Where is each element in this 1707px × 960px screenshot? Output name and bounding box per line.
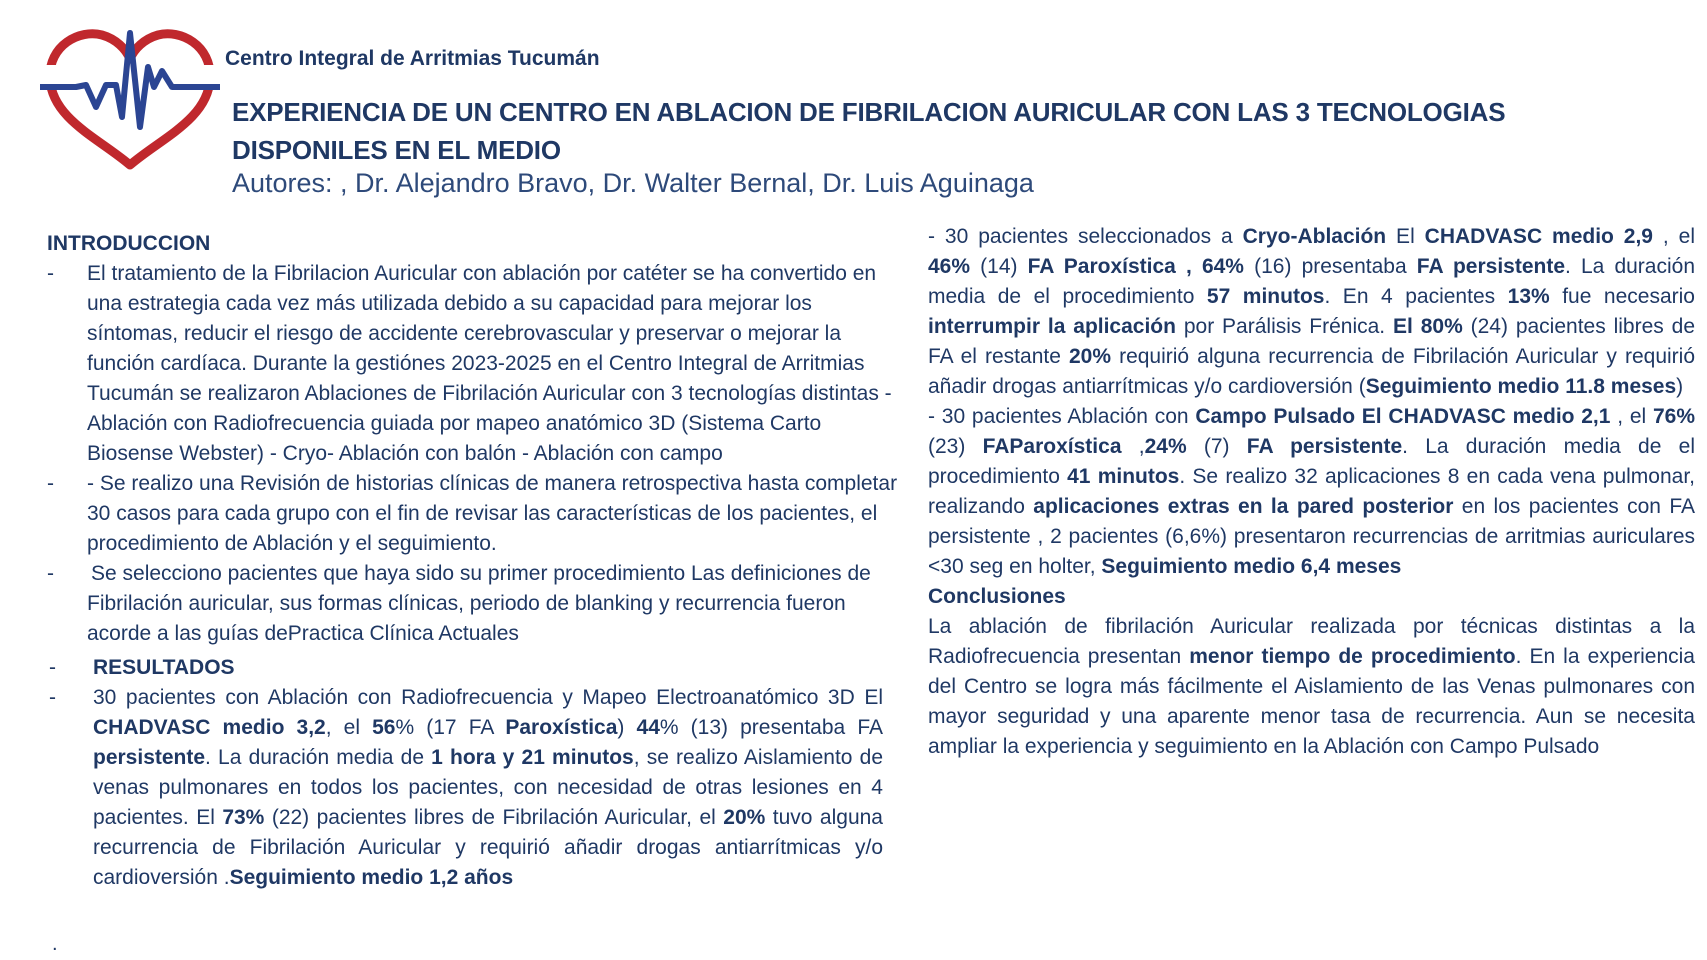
rf-text: % (17 FA (395, 716, 506, 739)
footer-dot: . (52, 933, 58, 955)
cryo-text: ) (1676, 375, 1684, 398)
pulsado-text: , (1121, 435, 1145, 458)
cryo-bold: FA Paroxística , 64% (1027, 255, 1244, 278)
pulsado-bold: FA persistente (1246, 435, 1403, 458)
pulsado-text: (7) (1186, 435, 1247, 458)
cryo-bold: 57 minutos (1206, 285, 1325, 308)
pulsado-bold: FAParoxística (982, 435, 1122, 458)
introduccion-heading: INTRODUCCION (47, 232, 211, 255)
cryo-text: El (1386, 225, 1425, 248)
pulsado-bold: 41 minutos (1067, 465, 1180, 488)
cryo-bold: interrumpir la aplicación (928, 315, 1176, 338)
cryo-bold: 20% (1068, 345, 1111, 368)
resultados-heading-row (47, 653, 907, 683)
left-column (47, 229, 907, 893)
pulsado-bold: Seguimiento medio 6,4 meses (1101, 555, 1402, 578)
rf-text: ) (617, 716, 637, 739)
intro-bullet-1-text: El tratamiento de la Fibrilacion Auricular con ablación por catéter se ha convertido en una estrategia cada vez más utilizada debido a su capacidad para mejorar los síntomas, reducir el riesgo de accidente cerebrovascular y preservar o mejorar la función cardíaca. Durante la gestiónes 2023-2025 en el Centro Integral de Arritmias Tucumán se realizaron Ablaciones de Fibrilación Auricular con 3 tecnologías distintas - Ablación con Radiofrecuencia guiada por mapeo anatómico 3D (Sistema Carto Biosense Webster) - Cryo- Ablación con balón - Ablación con campo (87, 262, 892, 465)
right-column (928, 222, 1695, 762)
intro-bullet-2-text: - Se realizo una Revisión de historias clínicas de manera retrospectiva hasta completar 30 casos para cada grupo con el fin de revisar las características de los pacientes, el procedimiento de Ablación y el seguimiento. (87, 472, 898, 555)
pulsado-bold: Campo Pulsado El CHADVASC medio 2,1 (1195, 405, 1611, 428)
bullet-dash: - (47, 262, 54, 285)
bullet-dash: - (49, 656, 56, 679)
cryo-bold: El 80% (1393, 315, 1463, 338)
intro-bullet-1 (47, 259, 907, 469)
cryo-bold: CHADVASC medio 2,9 (1424, 225, 1653, 248)
rf-bold: Seguimiento medio 1,2 años (229, 866, 514, 889)
rf-bold: 44 (636, 716, 660, 739)
cryo-text: . La duración media de el procedimiento (928, 255, 1696, 308)
cryo-text: (16) presentaba (1243, 255, 1417, 278)
bullet-dash: - (47, 562, 54, 585)
bullet-dash: - (49, 686, 56, 709)
cryo-text: (14) (970, 255, 1028, 278)
pulsado-text: en los pacientes con FA persistente , 2 pacientes (6,6%) presentaron recurrencias de arritmias auriculares <30 seg en holter, (928, 495, 1696, 578)
pulsado-bold: 24% (1144, 435, 1187, 458)
pulsado-text: - 30 pacientes Ablación con (928, 405, 1196, 428)
intro-bullet-2 (47, 469, 907, 559)
conclusiones-text (928, 612, 1695, 762)
center-name: Centro Integral de Arritmias Tucumán (225, 47, 600, 70)
pulsado-text: (23) (928, 435, 983, 458)
pulsado-text: . La duración media de el procedimiento (928, 435, 1695, 488)
conclusiones-heading: Conclusiones (928, 585, 1066, 608)
pulsado-results (928, 402, 1695, 582)
authors: Autores: , Dr. Alejandro Bravo, Dr. Walter Bernal, Dr. Luis Aguinaga (232, 168, 1034, 198)
rf-bold: Paroxística (505, 716, 618, 739)
rf-text: (22) pacientes libres de Fibrilación Auricular, el (264, 806, 724, 829)
conclusiones-bold: menor tiempo de procedimiento (1189, 645, 1516, 668)
rf-bold: CHADVASC medio 3,2 (93, 716, 326, 739)
cryo-bold: Seguimiento medio 11.8 meses (1365, 375, 1677, 398)
heart-pulse-logo (40, 27, 220, 173)
pulsado-bold: 76% (1652, 405, 1695, 428)
cryo-text: - 30 pacientes seleccionados a (928, 225, 1243, 248)
pulsado-text: , el (1610, 405, 1653, 428)
cryo-results (928, 222, 1695, 402)
cryo-text: por Parálisis Frénica. (1175, 315, 1393, 338)
conclusiones-span: La ablación de fibrilación Auricular realizada por técnicas distintas a la Radiofrecuencia presentan (928, 615, 1695, 668)
rf-bold: 56 (372, 716, 396, 739)
cryo-text: requirió alguna recurrencia de Fibrilación Auricular y requirió añadir drogas antiarrítmicas y/o cardioversión ( (928, 345, 1696, 398)
intro-bullet-3-text: Se selecciono pacientes que haya sido su primer procedimiento Las definiciones de Fibrilación auricular, sus formas clínicas, periodo de blanking y recurrencia fueron acorde a las guías dePractica Clínica Actuales (87, 562, 871, 645)
pulsado-text: . Se realizo 32 aplicaciones 8 en cada vena pulmonar, realizando (928, 465, 1695, 518)
cryo-text: fue necesario (1549, 285, 1695, 308)
resultados-heading: RESULTADOS (93, 656, 235, 679)
pulsado-bold: aplicaciones extras en la pared posterior (1033, 495, 1454, 518)
rf-bold: persistente (93, 746, 206, 769)
cryo-text: . En 4 pacientes (1324, 285, 1508, 308)
rf-text: , se realizo Aislamiento de venas pulmonares en todos los pacientes, con necesidad de otras lesiones en 4 pacientes. El (93, 746, 883, 829)
rf-text: % (13) presentaba FA (659, 716, 883, 739)
cryo-text: , el (1652, 225, 1696, 248)
rf-bold: 73% (222, 806, 265, 829)
conclusiones-span: . En la experiencia del Centro se logra más fácilmente el Aislamiento de las Venas pulmonares con mayor seguridad y una aparente menor tasa de recurrencia. Aun se necesita ampliar la experiencia y seguimiento en la Ablación con Campo Pulsado (928, 645, 1695, 758)
rf-text: tuvo alguna recurrencia de Fibrilación Auricular y requirió añadir drogas antiarrítmicas y/o cardioversión . (93, 806, 883, 889)
bullet-dash: - (47, 472, 54, 495)
rf-text: . La duración media de (205, 746, 432, 769)
cryo-bold: 13% (1507, 285, 1550, 308)
rf-bold: 20% (723, 806, 766, 829)
cryo-bold: 46% (928, 255, 971, 278)
rf-bold: 1 hora y 21 minutos (431, 746, 634, 769)
rf-text: 30 pacientes con Ablación con Radiofrecuencia y Mapeo Electroanatómico 3D El (93, 686, 883, 709)
cryo-text: (24) pacientes libres de FA el restante (928, 315, 1695, 368)
intro-bullet-3 (47, 559, 907, 649)
page-title: EXPERIENCIA DE UN CENTRO EN ABLACION DE FIBRILACION AURICULAR CON LAS 3 TECNOLOGIAS DISPONILES EN EL MEDIO (232, 97, 1506, 165)
rf-results (47, 683, 883, 893)
cryo-bold: FA persistente (1416, 255, 1566, 278)
cryo-bold: Cryo-Ablación (1242, 225, 1387, 248)
rf-text: , el (325, 716, 373, 739)
